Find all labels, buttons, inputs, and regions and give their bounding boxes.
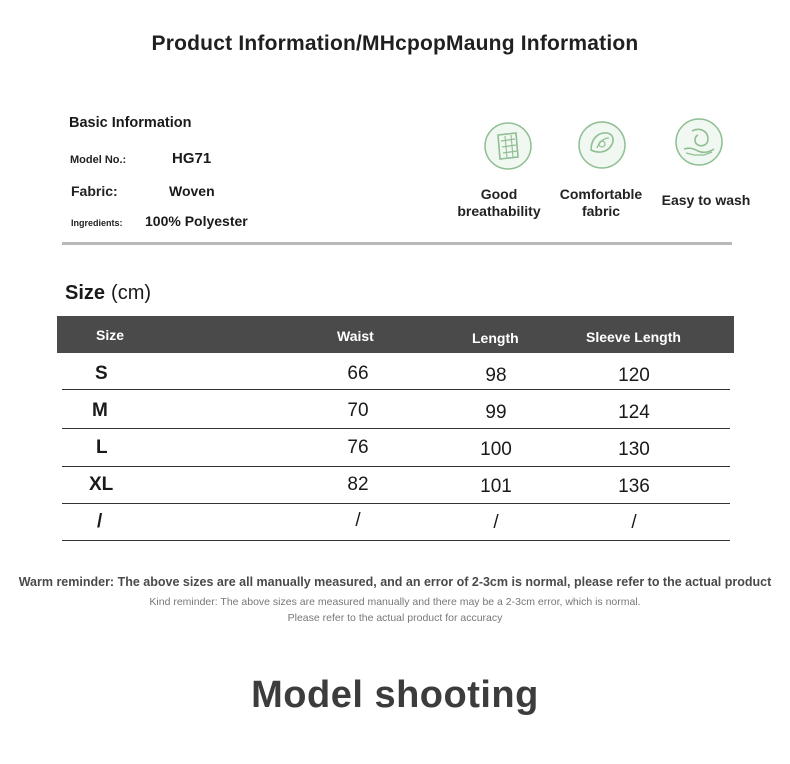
size-heading [65, 282, 151, 305]
feature-label-comfortable [541, 186, 661, 220]
kind-reminder-line1: Kind reminder: The above sizes are measured manually and there may be a 2-3cm error, which is normal. [149, 596, 641, 608]
feature-line: Easy to wash [661, 192, 751, 208]
column-header-length: Length [472, 330, 519, 346]
table-cell-waist: 70 [347, 400, 369, 421]
table-cell-sleeve: 130 [618, 439, 650, 460]
table-cell-size: M [92, 400, 108, 421]
table-cell-sleeve: 120 [618, 365, 650, 386]
feature-line: breathability [457, 203, 541, 219]
feature-line: Comfortable [559, 186, 643, 202]
model-shooting-heading: Model shooting [251, 674, 539, 716]
row-divider [62, 389, 730, 390]
model-label: Model No.: [70, 154, 127, 166]
kind-reminder-line2: Please refer to the actual product for accuracy [287, 612, 503, 624]
row-divider [62, 466, 730, 467]
page-title: Product Information/MHcpopMaung Information [151, 32, 639, 55]
column-header-size: Size [96, 327, 125, 343]
table-cell-length: 99 [485, 402, 507, 423]
size-unit: (cm) [111, 282, 152, 304]
column-header-waist: Waist [337, 328, 374, 344]
table-cell-size: S [95, 363, 108, 384]
ingredients-label: Ingredients: [71, 218, 123, 228]
table-cell-size: L [96, 437, 108, 458]
table-cell-waist: 66 [347, 363, 369, 384]
feature-line: Good [480, 186, 518, 202]
table-cell-length: 101 [480, 476, 512, 497]
warm-reminder: Warm reminder: The above sizes are all manually measured, and an error of 2-3cm is normal, please refer to the actual product [18, 575, 772, 589]
table-cell-sleeve: / [631, 512, 637, 533]
table-cell-waist: / [355, 510, 361, 531]
table-cell-size: XL [89, 474, 114, 495]
fabric-value: Woven [169, 183, 215, 199]
feature-line: fabric [581, 203, 621, 219]
comfortable-fabric-icon [577, 120, 627, 170]
table-cell-length: 100 [480, 439, 512, 460]
size-table-header [57, 316, 734, 353]
table-cell-length: / [493, 512, 499, 533]
table-cell-waist: 82 [347, 474, 369, 495]
table-cell-sleeve: 124 [618, 402, 650, 423]
fabric-breathability-icon [483, 121, 533, 171]
column-header-sleeve-length: Sleeve Length [586, 329, 681, 345]
ingredients-value: 100% Polyester [145, 213, 248, 229]
model-value: HG71 [172, 150, 212, 167]
section-divider [62, 242, 732, 245]
row-divider [62, 503, 730, 504]
basic-info-heading: Basic Information [69, 115, 192, 131]
table-cell-size: / [97, 511, 103, 532]
table-cell-waist: 76 [347, 437, 369, 458]
table-cell-sleeve: 136 [618, 476, 650, 497]
table-cell-length: 98 [485, 365, 507, 386]
easy-wash-icon [674, 117, 724, 167]
size-heading-text: Size [65, 282, 106, 304]
row-divider [62, 428, 730, 429]
feature-label-easy-wash [646, 192, 766, 209]
row-divider [62, 540, 730, 541]
fabric-label: Fabric: [71, 183, 118, 199]
